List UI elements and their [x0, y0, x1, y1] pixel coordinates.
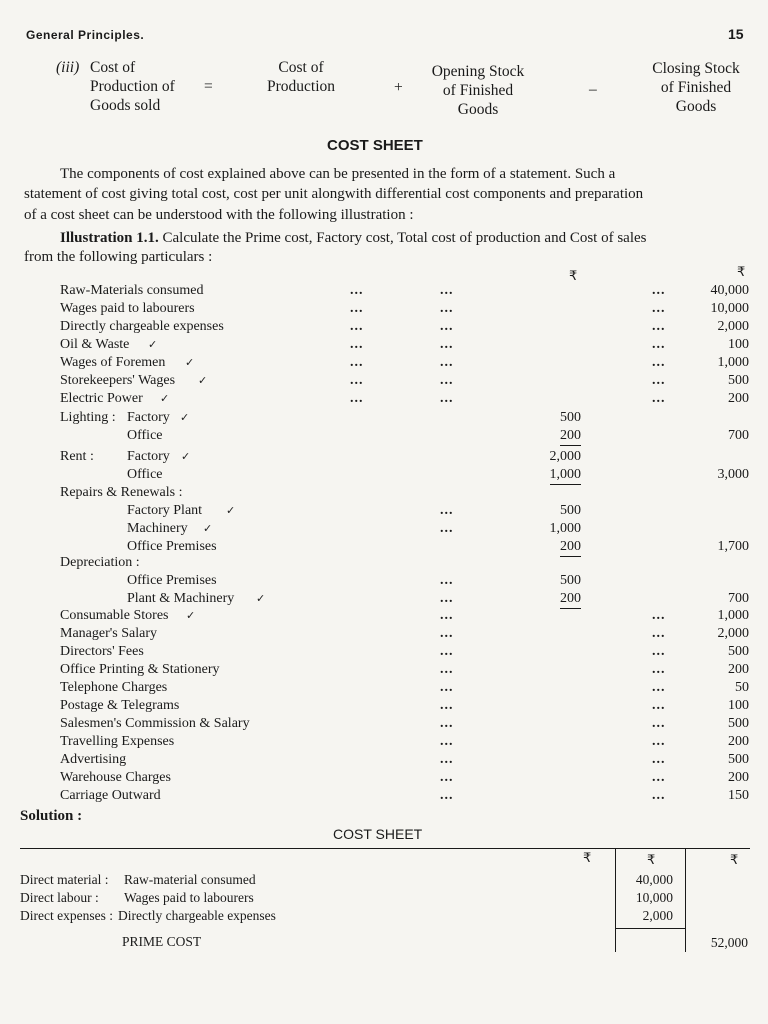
- particular-row: Office Premises ... 500: [127, 573, 581, 588]
- particular-row: Factory Plant ✓ ... 500: [127, 503, 581, 518]
- particular-row: Carriage Outward ... ... 150: [60, 788, 749, 803]
- tick-mark-icon: ✓: [160, 392, 170, 405]
- particular-row: Office Printing & Stationery ... ... 200: [60, 662, 749, 677]
- intro-line-3: of a cost sheet can be understood with the following illustration :: [24, 207, 414, 223]
- formula-term-opening-stock: Opening Stock of Finished Goods: [431, 63, 525, 118]
- particular-row: Office 1,000 3,000: [0, 466, 768, 484]
- particular-row: Electric Power ✓ ... ... ... 200: [60, 391, 749, 406]
- direct-expenses-text: Directly chargeable expenses: [118, 908, 276, 923]
- tick-mark-icon: ✓: [148, 338, 158, 351]
- running-header: General Principles.: [26, 28, 145, 42]
- rupee-column-header: ₹: [583, 851, 592, 866]
- column-divider: [615, 848, 616, 952]
- tick-mark-icon: ✓: [181, 450, 191, 463]
- particular-row: Advertising ... ... 500: [60, 752, 749, 767]
- particular-row: Consumable Stores ✓ ... ... 1,000: [60, 608, 749, 623]
- formula-lhs: Cost of Production of Goods sold: [90, 59, 175, 114]
- particular-row: Postage & Telegrams ... ... 100: [60, 698, 749, 713]
- particular-row: Lighting : Factory ✓ 500: [60, 410, 581, 425]
- column-divider: [685, 848, 686, 952]
- direct-expenses-value: 2,000: [642, 908, 673, 923]
- direct-labour-text: Wages paid to labourers: [124, 890, 254, 905]
- rupee-column-header: ₹: [737, 265, 746, 280]
- direct-labour-value: 10,000: [635, 890, 673, 905]
- intro-line-1: The components of cost explained above can be presented in the form of a statement. Such a: [60, 166, 616, 182]
- direct-material-head: Direct material :: [20, 872, 109, 887]
- formula-minus: –: [589, 81, 597, 98]
- particular-row: Telephone Charges ... ... 50: [60, 680, 749, 695]
- direct-expenses-head: Direct expenses :: [20, 908, 113, 923]
- particular-row: Oil & Waste ✓ ... ... ... 100: [60, 337, 749, 352]
- tick-mark-icon: ✓: [186, 609, 196, 622]
- formula-term-closing-stock: Closing Stock of Finished Goods: [652, 60, 740, 115]
- illustration-text: Illustration 1.1. Calculate the Prime cost, Factory cost, Total cost of production and Cost of sales: [60, 230, 647, 246]
- solution-table-title: COST SHEET: [333, 826, 423, 842]
- intro-line-2: statement of cost giving total cost, cost per unit alongwith differential cost components and preparation: [24, 186, 644, 202]
- particular-row: Wages paid to labourers ... ... ... 10,000: [60, 301, 749, 316]
- formula-plus: +: [394, 79, 403, 96]
- particular-row: Travelling Expenses ... ... 200: [60, 734, 749, 749]
- particular-row: Warehouse Charges ... ... 200: [60, 770, 749, 785]
- particular-row: Manager's Salary ... ... 2,000: [60, 626, 749, 641]
- formula-item-number: (iii): [56, 59, 80, 76]
- tick-mark-icon: ✓: [198, 374, 208, 387]
- particular-row: Repairs & Renewals :: [60, 485, 183, 500]
- rupee-column-header: ₹: [730, 853, 739, 868]
- direct-material-text: Raw-material consumed: [124, 872, 256, 887]
- prime-cost-label: PRIME COST: [122, 934, 202, 949]
- direct-labour-head: Direct labour :: [20, 890, 99, 905]
- tick-mark-icon: ✓: [256, 592, 266, 605]
- table-top-rule: [20, 848, 750, 849]
- solution-label: Solution :: [20, 808, 83, 824]
- formula-equals: =: [204, 78, 213, 95]
- rupee-column-header: ₹: [647, 853, 656, 868]
- particular-row: Plant & Machinery ✓ ... 200 700: [0, 590, 768, 608]
- rupee-column-header: ₹: [569, 269, 578, 284]
- prime-cost-value: 52,000: [710, 935, 748, 950]
- page-number: 15: [728, 26, 744, 42]
- section-heading: COST SHEET: [327, 137, 423, 154]
- particular-row: Depreciation :: [60, 555, 140, 570]
- subtotal-rule: [615, 928, 685, 929]
- formula-term-cost-of-production: Cost of Production: [266, 59, 336, 95]
- particular-row: Office 200 700: [0, 427, 768, 445]
- tick-mark-icon: ✓: [203, 522, 213, 535]
- tick-mark-icon: ✓: [226, 504, 236, 517]
- tick-mark-icon: ✓: [180, 411, 190, 424]
- particular-row: Salesmen's Commission & Salary ... ... 500: [60, 716, 749, 731]
- particular-row: Raw-Materials consumed ... ... ... 40,000: [60, 283, 749, 298]
- particular-row: Directors' Fees ... ... 500: [60, 644, 749, 659]
- particular-row: Rent : Factory ✓ 2,000: [60, 449, 581, 464]
- direct-material-value: 40,000: [635, 872, 673, 887]
- particular-row: Office Premises 200 1,700: [0, 538, 768, 556]
- tick-mark-icon: ✓: [185, 356, 195, 369]
- illustration-text-2: from the following particulars :: [24, 249, 213, 265]
- particular-row: Directly chargeable expenses ... ... ... 2,000: [60, 319, 749, 334]
- particular-row: Wages of Foremen ✓ ... ... ... 1,000: [60, 355, 749, 370]
- particular-row: Storekeepers' Wages ✓ ... ... ... 500: [60, 373, 749, 388]
- particular-row: Machinery ✓ ... 1,000: [127, 521, 581, 536]
